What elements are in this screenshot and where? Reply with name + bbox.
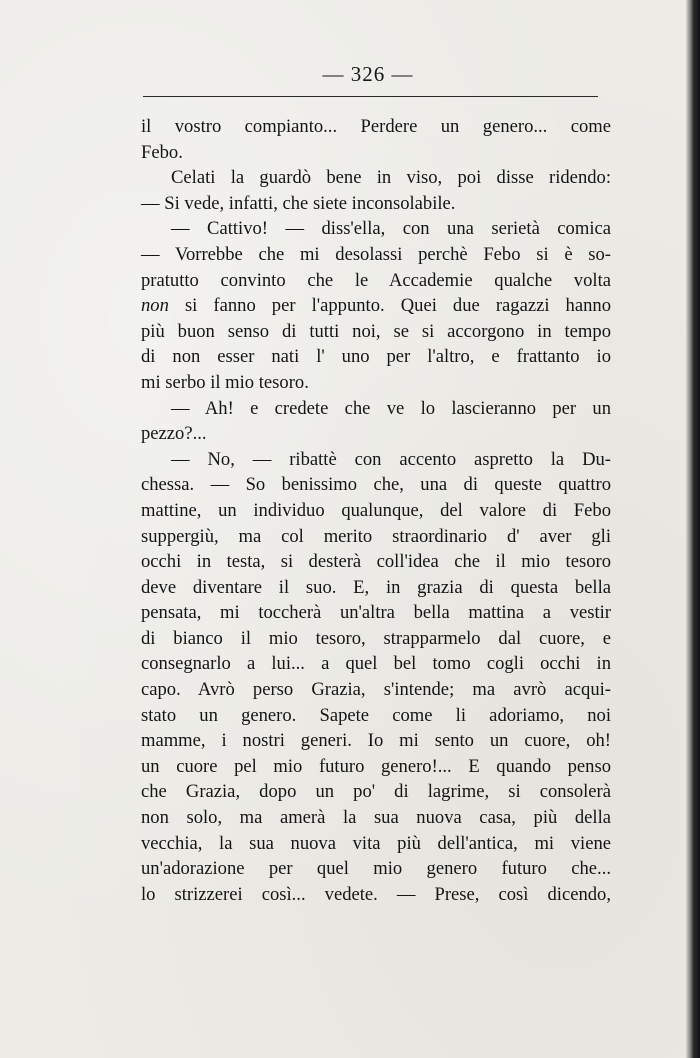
text-line: — Cattivo! — diss'ella, con una serietà comica bbox=[171, 218, 611, 240]
text-line: un'adorazione per quel mio genero futuro che... bbox=[141, 858, 611, 880]
text-line-rest: si fanno per l'appunto. Quei due ragazzi hanno bbox=[168, 295, 611, 317]
text-line: pezzo?... bbox=[141, 423, 207, 445]
text-line: di non esser nati l' uno per l'altro, e frattanto io bbox=[141, 346, 611, 368]
text-line: mi serbo il mio tesoro. bbox=[141, 371, 309, 393]
text-line bbox=[141, 293, 611, 319]
text-line: chessa. — So benissimo che, una di queste quattro bbox=[141, 474, 611, 496]
text-line: pensata, mi toccherà un'altra bella mattina a vestir bbox=[141, 602, 611, 624]
text-line: mattine, un individuo qualunque, del valore di Febo bbox=[141, 499, 611, 521]
text-line: suppergiù, ma col merito straordinario d' aver gli bbox=[141, 525, 611, 547]
text-line: occhi in testa, si desterà coll'idea che il mio tesoro bbox=[141, 551, 611, 573]
page-binding-edge bbox=[686, 0, 700, 1058]
text-line: Febo. bbox=[141, 141, 183, 163]
page-number: — 326 — bbox=[322, 62, 414, 86]
text-line: più buon senso di tutti noi, se si accorgono in tempo bbox=[141, 320, 611, 342]
text-line: il vostro compianto... Perdere un genero... come bbox=[141, 116, 611, 137]
text-line: — Si vede, infatti, che siete inconsolabile. bbox=[141, 192, 456, 214]
text-line: capo. Avrò perso Grazia, s'intende; ma avrò acqui- bbox=[141, 679, 611, 701]
text-line: di bianco il mio tesoro, strapparmelo dal cuore, e bbox=[141, 627, 611, 649]
text-line: Celati la guardò bene in viso, poi disse ridendo: bbox=[171, 167, 611, 189]
text-line: non solo, ma amerà la sua nuova casa, più della bbox=[141, 807, 611, 829]
text-line: — Vorrebbe che mi desolassi perchè Febo si è so- bbox=[141, 243, 611, 265]
header-rule bbox=[143, 96, 598, 97]
italic-word: non bbox=[141, 295, 169, 317]
text-line: — Ah! e credete che ve lo lascieranno per un bbox=[171, 397, 611, 419]
text-line: mamme, i nostri generi. Io mi sento un cuore, oh! bbox=[141, 730, 611, 752]
body-text bbox=[141, 114, 611, 907]
text-line: un cuore pel mio futuro genero!... E quando penso bbox=[141, 755, 611, 777]
text-line: stato un genero. Sapete come li adoriamo, noi bbox=[141, 704, 611, 726]
text-line: — No, — ribattè con accento aspretto la Du- bbox=[171, 448, 611, 470]
text-line: che Grazia, dopo un po' di lagrime, si consolerà bbox=[141, 781, 611, 803]
text-line: deve diventare il suo. E, in grazia di questa bella bbox=[141, 576, 611, 598]
text-line: vecchia, la sua nuova vita più dell'antica, mi viene bbox=[141, 832, 611, 854]
text-line: pratutto convinto che le Accademie qualche volta bbox=[141, 269, 611, 291]
text-line: lo strizzerei così... vedete. — Prese, così dicendo, bbox=[141, 883, 611, 905]
text-line: consegnarlo a lui... a quel bel tomo cogli occhi in bbox=[141, 653, 611, 675]
